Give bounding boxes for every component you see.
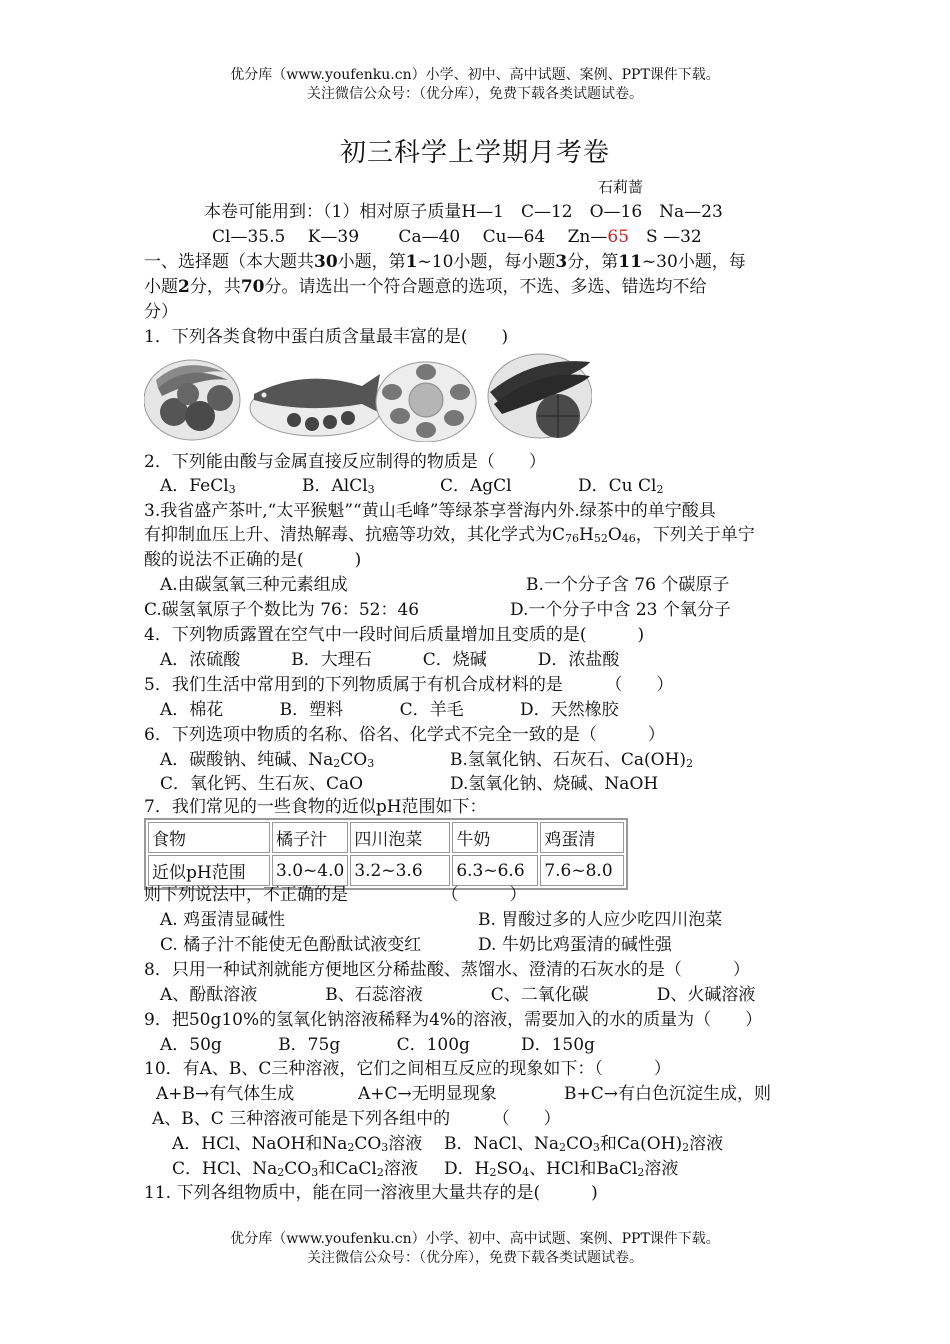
q6-option-d: D.氢氧化钠、烧碱、NaOH — [450, 774, 659, 794]
text: 和Ca(OH) — [599, 1134, 683, 1154]
q10-reaction-1: A+B→有气体生成 — [156, 1084, 295, 1104]
text: SO — [496, 1159, 523, 1179]
subscript: 2 — [682, 1141, 690, 1154]
subscript: 3 — [592, 1141, 600, 1154]
page-footer-line1: 优分库（www.youfenku.cn）小学、初中、高中试题、案例、PPT课件下载。 — [230, 1231, 720, 1247]
question-2: 2．下列能由酸与金属直接反应制得的物质是（ ） — [144, 452, 546, 472]
number: 70 — [240, 277, 265, 297]
table-cell: 牛奶 — [452, 822, 538, 853]
ph-table — [144, 818, 628, 890]
subscript: 46 — [621, 532, 636, 545]
formula: C — [552, 525, 566, 545]
text: CO — [565, 1134, 593, 1154]
question-7: 7．我们常见的一些食物的近似pH范围如下： — [144, 797, 487, 817]
q7-option-c: C. 橘子汁不能使无色酚酞试液变红 — [160, 935, 422, 955]
text: C．HCl、Na — [172, 1159, 278, 1179]
q7-option-d: D. 牛奶比鸡蛋清的碱性强 — [478, 935, 672, 955]
text: CO — [340, 750, 368, 770]
question-10-prompt: A、B、C 三种溶液可能是下列各组中的 （ ） — [152, 1109, 561, 1129]
q7-option-b: B. 胃酸过多的人应少吃四川泡菜 — [478, 910, 723, 930]
text: D．Cu Cl — [578, 476, 657, 496]
q2-option-d — [578, 475, 663, 497]
formula: O — [607, 525, 622, 545]
question-8: 8．只用一种试剂就能方便地区分稀盐酸、蒸馏水、澄清的石灰水的是（ ） — [144, 960, 750, 980]
subscript: 3 — [311, 1166, 319, 1179]
text: CO — [354, 1134, 382, 1154]
grain-plate-image — [376, 362, 476, 442]
subscript: 3 — [381, 1141, 389, 1154]
q2-option-b — [302, 475, 375, 497]
subscript: 4 — [522, 1166, 530, 1179]
text: B．AlCl — [302, 476, 368, 496]
number: 30 — [314, 252, 338, 272]
subscript: 76 — [565, 532, 580, 545]
q3-option-b: B.一个分子含 76 个碳原子 — [526, 575, 730, 595]
q5-options: A．棉花 B．塑料 C．羊毛 D．天然橡胶 — [160, 700, 619, 720]
q10-option-d — [444, 1158, 678, 1180]
subscript: 2 — [637, 1166, 645, 1179]
section-instructions-line1 — [144, 251, 746, 273]
text: 分。请选出一个符合题意的选项，不选、多选、错选均不给 — [264, 277, 707, 297]
fish-plate-image — [250, 374, 382, 436]
page-header-line1: 优分库（www.youfenku.cn）小学、初中、高中试题、案例、PPT课件下载。 — [230, 67, 720, 83]
food-images — [144, 350, 592, 442]
text: 小题，每 — [677, 252, 746, 272]
q3-option-d: D.一个分子中含 23 个氧分子 — [510, 600, 731, 620]
text: 和CaCl — [318, 1159, 377, 1179]
text: B．NaCl、Na — [444, 1134, 559, 1154]
text: 溶液 — [388, 1134, 423, 1154]
q2-option-a — [160, 475, 236, 497]
subscript: 2 — [686, 757, 694, 770]
text: 溶液 — [689, 1134, 724, 1154]
table-cell: 3.0~4.0 — [272, 855, 348, 886]
subscript: 2 — [347, 1141, 355, 1154]
subscript: 2 — [376, 1166, 384, 1179]
number: 3 — [555, 252, 568, 272]
q10-reaction-2: A+C→无明显现象 — [358, 1084, 497, 1104]
table-cell: 6.3~6.6 — [452, 855, 538, 886]
section-instructions-line3: 分） — [144, 302, 178, 322]
q6-option-b — [450, 749, 693, 771]
table-row — [148, 855, 624, 886]
table-row — [148, 822, 624, 853]
q10-option-b — [444, 1133, 723, 1155]
page-title: 初三科学上学期月考卷 — [339, 138, 610, 168]
text: 有抑制血压上升、清热解毒、抗癌等功效，其化学式为 — [144, 525, 552, 545]
masses-text: Cl—35.5 K—39 Ca—40 Cu—64 Zn— — [212, 227, 608, 247]
question-5: 5．我们生活中常用到的下列物质属于有机合成材料的是 （ ） — [144, 675, 674, 695]
table-cell: 食物 — [148, 822, 270, 853]
question-10: 10．有A、B、C三种溶液，它们之间相互反应的现象如下：（ ） — [144, 1059, 671, 1079]
number: 2 — [178, 277, 190, 297]
text: 、HCl和BaCl — [529, 1159, 638, 1179]
question-3-line3: 酸的说法不正确的是( ) — [144, 550, 362, 570]
number: 11 — [618, 252, 642, 272]
subscript: 2 — [558, 1141, 566, 1154]
atomic-masses-line2 — [212, 226, 702, 248]
table-cell: 鸡蛋清 — [540, 822, 624, 853]
page-footer-line2: 关注微信公众号：（优分库），免费下载各类试题试卷。 — [307, 1250, 643, 1266]
q6-option-c: C．氧化钙、生石灰、CaO — [160, 774, 364, 794]
subscript: 2 — [277, 1166, 285, 1179]
fruit-plate-image — [144, 360, 240, 440]
subscript: 3 — [228, 483, 236, 496]
formula: H — [579, 525, 594, 545]
text: ~10 — [417, 252, 454, 272]
text: 分，共 — [189, 277, 241, 297]
table-cell: 四川泡菜 — [350, 822, 450, 853]
atomic-masses-line1: 本卷可能用到：（1）相对原子质量H—1 C—12 O—16 Na—23 — [204, 202, 723, 222]
subscript: 3 — [367, 757, 375, 770]
question-4: 4．下列物质露置在空气中一段时间后质量增加且变质的是( ) — [144, 625, 645, 645]
text: 小题 — [144, 277, 178, 297]
table-cell: 7.6~8.0 — [540, 855, 624, 886]
text: 一、选择题（本大题共 — [144, 252, 314, 272]
subscript: 52 — [593, 532, 608, 545]
text: B.氢氧化钠、石灰石、Ca(OH) — [450, 750, 687, 770]
question-1: 1．下列各类食物中蛋白质含量最丰富的是( ) — [144, 327, 509, 347]
section-instructions-line2 — [144, 276, 707, 298]
question-6: 6．下列选项中物质的名称、俗名、化学式不完全一致的是（ ） — [144, 725, 665, 745]
text: 溶液 — [644, 1159, 679, 1179]
q10-option-a — [172, 1133, 422, 1155]
q2-option-c: C．AgCl — [440, 476, 512, 496]
text: 小题，第 — [337, 252, 406, 272]
page-header-line2: 关注微信公众号：（优分库），免费下载各类试题试卷。 — [307, 86, 643, 102]
text: D．H — [444, 1159, 490, 1179]
text: A．FeCl — [160, 476, 229, 496]
subscript: 3 — [367, 483, 375, 496]
q10-option-c — [172, 1158, 418, 1180]
table-cell: 橘子汁 — [272, 822, 348, 853]
text: 溶液 — [383, 1159, 418, 1179]
table-cell: 3.2~3.6 — [350, 855, 450, 886]
text: A．HCl、NaOH和Na — [172, 1134, 348, 1154]
q7-option-a: A. 鸡蛋清显碱性 — [160, 910, 286, 930]
question-3-line1: 3.我省盛产茶叶,“太平猴魁”“黄山毛峰”等绿茶享誉海内外.绿茶中的单宁酸具 — [144, 501, 716, 521]
author-name: 石莉蔷 — [598, 178, 644, 196]
text: ，下列关于单宁 — [635, 525, 755, 545]
q9-options: A．50g B．75g C．100g D．150g — [160, 1035, 595, 1055]
text: 小题，每小题 — [453, 252, 556, 272]
question-7-prompt: 则下列说法中，不正确的是 （ ） — [144, 885, 527, 905]
q4-options: A．浓硫酸 B．大理石 C．烧碱 D．浓盐酸 — [160, 650, 620, 670]
vegetable-plate-image — [488, 354, 592, 438]
table-cell: 近似pH范围 — [148, 855, 270, 886]
question-3-line2 — [144, 524, 755, 546]
number: 1 — [405, 252, 418, 272]
subscript: 2 — [489, 1166, 497, 1179]
q3-option-c: C.碳氢氧原子个数比为 76：52：46 — [144, 600, 420, 620]
zn-mass-value: 65 — [607, 227, 630, 247]
q10-reaction-3: B+C→有白色沉淀生成，则 — [564, 1084, 771, 1104]
text: ~30 — [641, 252, 678, 272]
question-11: 11. 下列各组物质中，能在同一溶液里大量共存的是( ) — [144, 1183, 598, 1203]
q6-option-a — [160, 749, 374, 771]
q3-option-a: A.由碳氢氧三种元素组成 — [160, 575, 348, 595]
subscript: 2 — [333, 757, 341, 770]
question-9: 9．把50g10%的氢氧化钠溶液稀释为4%的溶液，需要加入的水的质量为（ ） — [144, 1010, 763, 1030]
text: CO — [284, 1159, 312, 1179]
text: A．碳酸钠、纯碱、Na — [160, 750, 334, 770]
masses-text-end: S —32 — [629, 227, 702, 247]
subscript: 2 — [656, 483, 664, 496]
text: 分，第 — [567, 252, 619, 272]
q8-options: A、酚酞溶液 B、石蕊溶液 C、二氧化碳 D、火碱溶液 — [160, 985, 756, 1005]
